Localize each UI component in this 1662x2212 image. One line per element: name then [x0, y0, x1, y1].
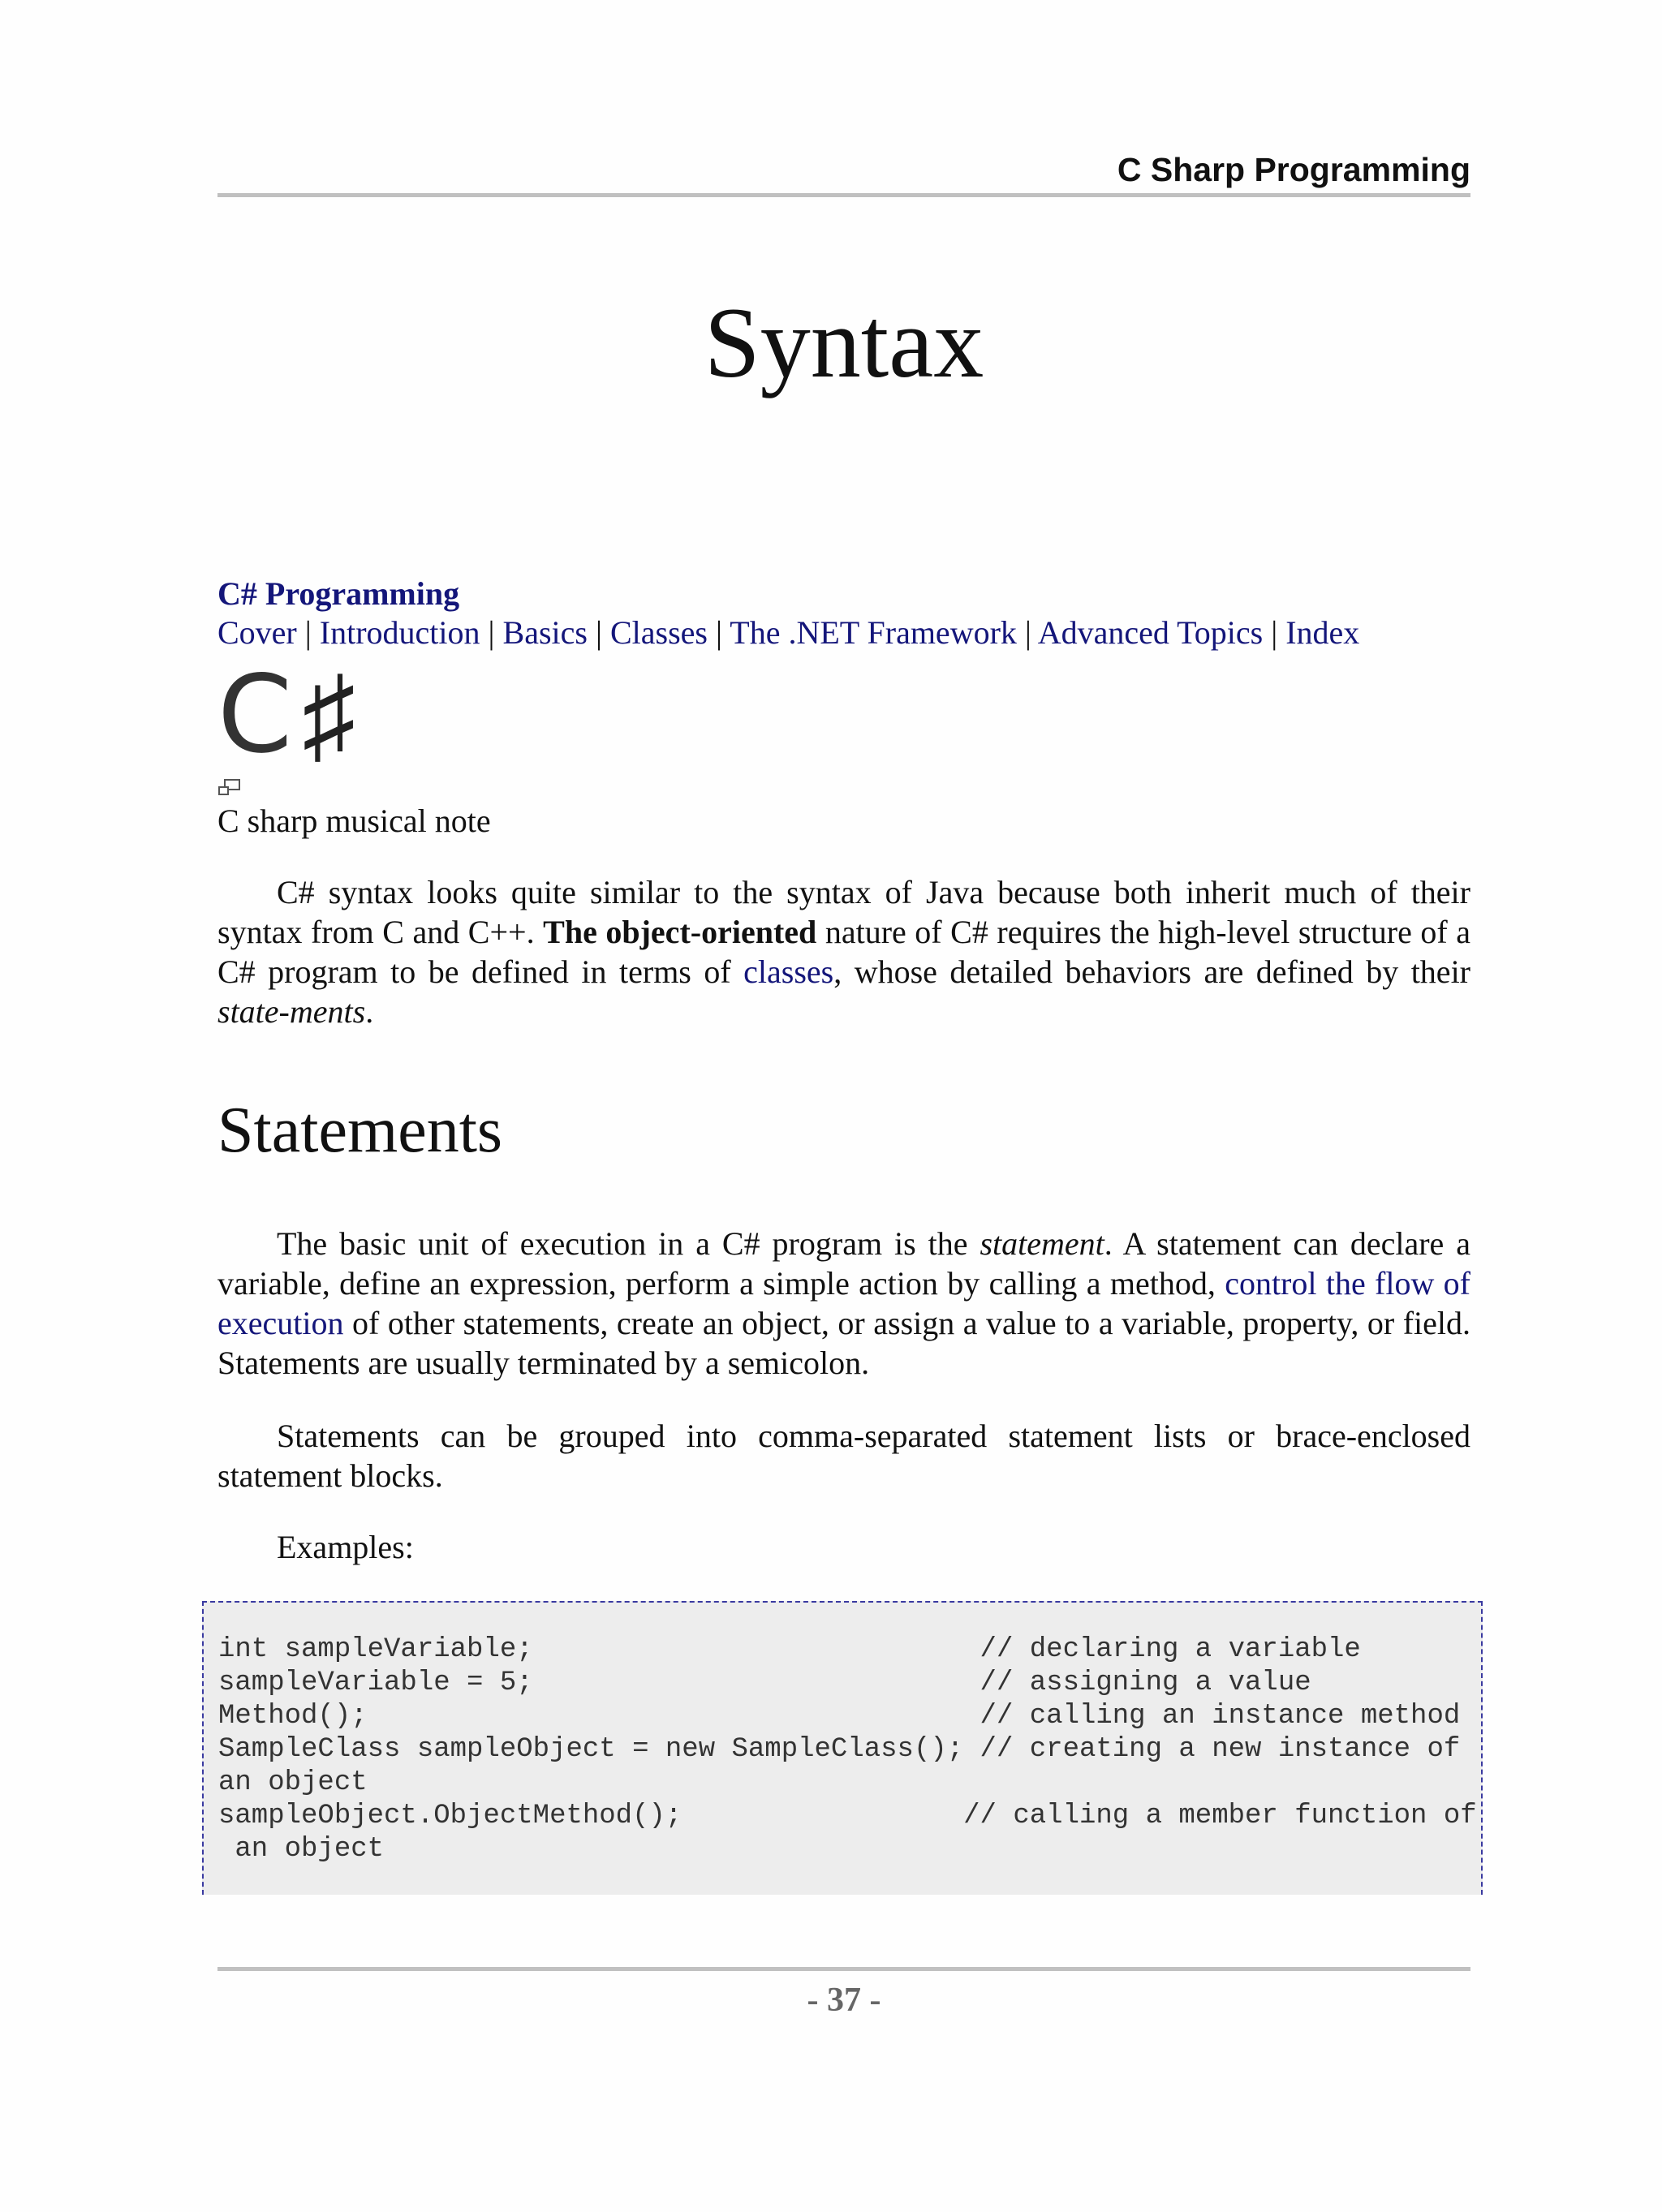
- nav-link-dotnet-framework[interactable]: The .NET Framework: [730, 614, 1017, 651]
- intro-text-end: .: [365, 993, 374, 1030]
- section-heading-statements: Statements: [217, 1095, 503, 1166]
- intro-text-2: nature of C# requires the high-level structure of a C# program to be defined in terms of: [217, 914, 1470, 990]
- intro-italic-text: state-ments: [217, 993, 366, 1030]
- grouping-paragraph: Statements can be grouped into comma-separated statement lists or brace-enclosed statement blocks.: [217, 1418, 1470, 1494]
- nav-link-cover[interactable]: Cover: [217, 614, 297, 651]
- nav-links: [217, 613, 1483, 652]
- nav-link-classes[interactable]: Classes: [609, 614, 708, 651]
- nav-link-index[interactable]: Index: [1285, 614, 1360, 651]
- statements-text-2: . A statement can declare a variable, define an expression, perform a simple action by calling a method,: [217, 1225, 1470, 1302]
- header-rule: [217, 193, 1470, 197]
- image-caption: C sharp musical note: [217, 803, 491, 839]
- nav-link-advanced-topics[interactable]: Advanced Topics: [1037, 614, 1264, 651]
- chapter-title: Syntax: [704, 287, 984, 398]
- nav-separator: |: [304, 614, 312, 651]
- intro-text-3: , whose detailed behaviors are defined by their: [833, 953, 1470, 990]
- logo-letter: C: [217, 652, 291, 777]
- statements-text-1: The basic unit of execution in a C# program is the: [277, 1225, 980, 1262]
- nav-separator: |: [1271, 614, 1278, 651]
- code-block: [202, 1601, 1483, 1895]
- intro-text-1: C# syntax looks quite similar to the syntax of Java because both inherit much of their syntax from C and C++.: [217, 874, 1470, 950]
- nav-link-basics[interactable]: Basics: [502, 614, 588, 651]
- statements-paragraph: [217, 1224, 1470, 1383]
- nav-link-introduction[interactable]: Introduction: [319, 614, 480, 651]
- statements-italic-text: statement: [980, 1225, 1104, 1262]
- page-number: - 37 -: [807, 1982, 881, 2019]
- footer-rule: [217, 1967, 1470, 1971]
- nav-separator: |: [715, 614, 722, 651]
- intro-paragraph: [217, 872, 1470, 1031]
- nav-separator: |: [488, 614, 495, 651]
- examples-label: Examples:: [277, 1529, 414, 1565]
- classes-link[interactable]: classes: [743, 953, 834, 990]
- enlarge-icon[interactable]: [218, 779, 241, 797]
- running-header: C Sharp Programming: [1117, 151, 1470, 188]
- code-listing: int sampleVariable; // declaring a variable sampleVariable = 5; // assigning a value Method(); // calling an instance method SampleClass sampleObject = new SampleClass(); // creating a new instance of an object sampleObject.ObjectMethod(); // calling a member function of an object: [218, 1634, 1477, 1865]
- intro-bold-text: The object-oriented: [543, 914, 817, 950]
- c-sharp-logo[interactable]: [217, 652, 355, 777]
- sharp-sign-icon: ♯: [302, 652, 355, 777]
- nav-separator: |: [1024, 614, 1031, 651]
- nav-separator: |: [595, 614, 602, 651]
- nav-book-title[interactable]: C# Programming: [217, 575, 460, 612]
- control-flow-link[interactable]: control the flow of execution: [217, 1265, 1471, 1341]
- statements-text-3: of other statements, create an object, or assign a value to a variable, property, or field. Statements are usually terminated by a semicolon.: [217, 1305, 1470, 1381]
